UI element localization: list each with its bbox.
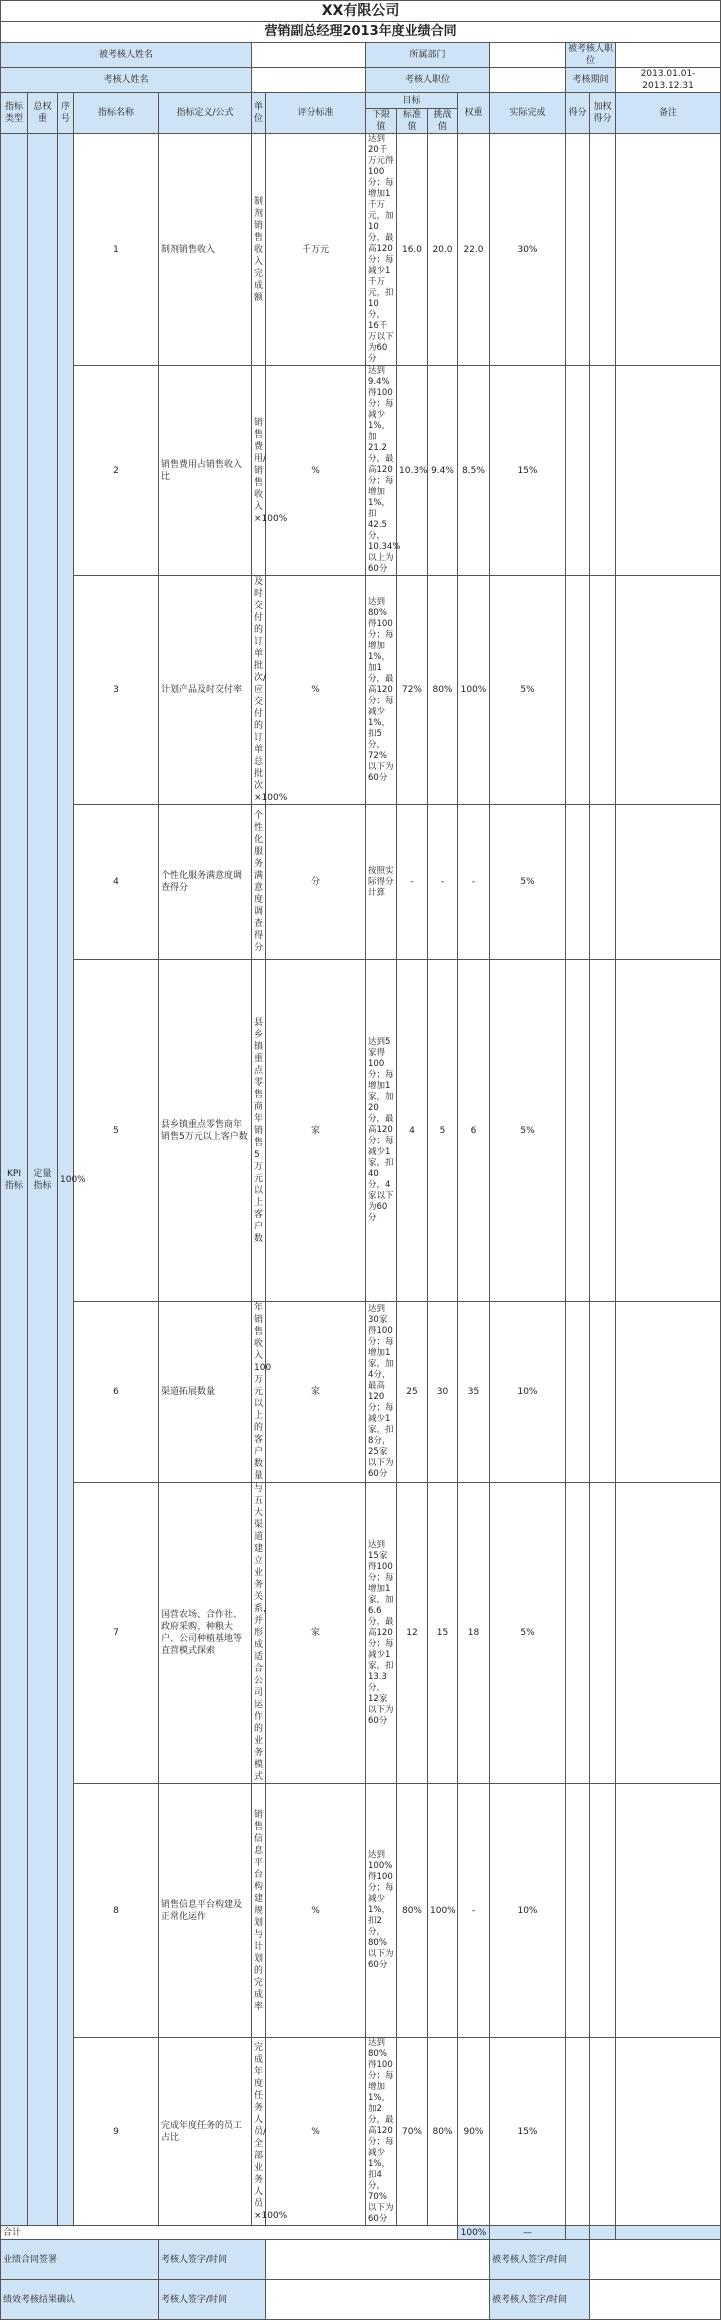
kpi-bonus[interactable] (616, 1302, 721, 1483)
kpi-row (1, 1302, 721, 1483)
kpi-seq: 6 (74, 1302, 159, 1483)
kpi-standard: 15 (428, 1483, 458, 1784)
kpi-unit: % (266, 576, 366, 805)
kpi-name: 销售信息平台构建及正常化运作 (159, 1784, 252, 2038)
kpi-criteria: 达到20千万元得100分；每增加1千万元，加10分，最高120分；每减少1千万元，扣10分，16千万以下为60分 (366, 134, 397, 366)
kpi-challenge: - (458, 805, 490, 960)
kpi-row (1, 960, 721, 1302)
kpi-definition: 及时交付的订单批次/应交付的订单总批次×100% (252, 576, 266, 805)
kpi-criteria: 达到9.4%得100分；每减少1%，加21.2分，最高120分；每增加1%，扣42.5分，10.34%以上为60分 (366, 366, 397, 576)
kpi-score[interactable] (590, 2038, 616, 2226)
kpi-lower: - (397, 805, 428, 960)
kpi-actual[interactable] (566, 134, 590, 366)
kpi-actual[interactable] (566, 805, 590, 960)
kpi-bonus[interactable] (616, 134, 721, 366)
kpi-criteria: 达到100%得100分；每减少1%，扣2分，80%以下为60分 (366, 1784, 397, 2038)
evaluatee-sign-field-result[interactable] (590, 2280, 721, 2320)
department-value[interactable] (490, 43, 566, 68)
header-score: 得分 (566, 93, 590, 134)
total-bonus (590, 2226, 616, 2240)
kpi-score[interactable] (590, 1483, 616, 1784)
total-score (566, 2226, 590, 2240)
kpi-seq: 9 (74, 2038, 159, 2226)
kpi-actual[interactable] (566, 960, 590, 1302)
kpi-standard: 20.0 (428, 134, 458, 366)
kpi-standard: 80% (428, 2038, 458, 2226)
kpi-name: 渠道拓展数量 (159, 1302, 252, 1483)
evaluator-sign-field-result[interactable] (266, 2280, 490, 2320)
header-standard: 标准值 (397, 109, 428, 134)
kpi-standard: - (428, 805, 458, 960)
kpi-name: 个性化服务满意度调查得分 (159, 805, 252, 960)
header-target: 目标 (366, 93, 458, 109)
kpi-score[interactable] (590, 1784, 616, 2038)
kpi-standard: 100% (428, 1784, 458, 2038)
evaluatee-position-value[interactable] (616, 43, 721, 68)
evaluatee-name-label: 被考核人姓名 (1, 43, 252, 68)
sign-row-label-contract: 业绩合同签署 (1, 2240, 159, 2280)
kpi-standard: 5 (428, 960, 458, 1302)
kpi-seq: 5 (74, 960, 159, 1302)
kpi-actual[interactable] (566, 1483, 590, 1784)
kpi-bonus[interactable] (616, 366, 721, 576)
kpi-weight: 30% (490, 134, 566, 366)
kpi-standard: 9.4% (428, 366, 458, 576)
kpi-definition: 县乡镇重点零售商年销售5万元以上客户数 (252, 960, 266, 1302)
kpi-score[interactable] (590, 134, 616, 366)
kpi-lower: 70% (397, 2038, 428, 2226)
contract-title: 营销副总经理2013年度业绩合同 (1, 22, 721, 43)
kpi-name: 完成年度任务的员工占比 (159, 2038, 252, 2226)
kpi-challenge: 8.5% (458, 366, 490, 576)
kpi-lower: 4 (397, 960, 428, 1302)
kpi-challenge: 6 (458, 960, 490, 1302)
kpi-challenge: 18 (458, 1483, 490, 1784)
header-actual: 实际完成 (490, 93, 566, 134)
kpi-row (1, 134, 721, 366)
header-definition: 指标定义/公式 (159, 93, 252, 134)
kpi-unit: 家 (266, 960, 366, 1302)
kpi-criteria: 达到80%得100分；每增加1%，加1分，最高120分；每减少1%，扣5分，72%以下为60分 (366, 576, 397, 805)
header-name: 指标名称 (74, 93, 159, 134)
kpi-actual[interactable] (566, 1784, 590, 2038)
sign-row-label-result: 绩效考核结果确认 (1, 2280, 159, 2320)
header-criteria: 评分标准 (266, 93, 366, 134)
kpi-seq: 8 (74, 1784, 159, 2038)
kpi-unit: 分 (266, 805, 366, 960)
kpi-criteria: 达到30家得100分；每增加1家，加4分，最高120分；每减少1家，扣8分，25家以下为60分 (366, 1302, 397, 1483)
kpi-score[interactable] (590, 805, 616, 960)
kpi-actual[interactable] (566, 1302, 590, 1483)
kpi-bonus[interactable] (616, 960, 721, 1302)
kpi-score[interactable] (590, 366, 616, 576)
kpi-score[interactable] (590, 576, 616, 805)
total-weight: 100% (458, 2226, 490, 2240)
kpi-bonus[interactable] (616, 1784, 721, 2038)
evaluator-position-value[interactable] (490, 68, 566, 93)
header-bonus: 加权得分 (590, 93, 616, 134)
evaluatee-sign-label-contract: 被考核人签字/时间 (490, 2240, 590, 2280)
kpi-row (1, 805, 721, 960)
kpi-definition: 销售费用/销售收入×100% (252, 366, 266, 576)
evaluator-name-value[interactable] (252, 68, 366, 93)
kpi-name: 销售费用占销售收入比 (159, 366, 252, 576)
evaluatee-position-label: 被考核人职位 (566, 43, 616, 68)
kpi-definition: 年销售收入100万元以上的客户数量 (252, 1302, 266, 1483)
kpi-criteria: 达到5家得100分；每增加1家，加20分，最高120分；每减少1家，扣40分，4家以下为60分 (366, 960, 397, 1302)
kpi-challenge: 100% (458, 576, 490, 805)
kpi-lower: 25 (397, 1302, 428, 1483)
header-unit: 单位 (252, 93, 266, 134)
header-remark: 备注 (616, 93, 721, 134)
header-weight: 权重 (458, 93, 490, 134)
kpi-subtype: 定量指标 (28, 134, 58, 2226)
kpi-weight: 5% (490, 576, 566, 805)
kpi-name: 计划产品及时交付率 (159, 576, 252, 805)
kpi-unit: 家 (266, 1302, 366, 1483)
kpi-weight: 10% (490, 1784, 566, 2038)
kpi-actual[interactable] (566, 2038, 590, 2226)
kpi-lower: 72% (397, 576, 428, 805)
evaluator-position-label: 考核人职位 (366, 68, 490, 93)
period-value: 2013.01.01-2013.12.31 (616, 68, 721, 93)
kpi-weight: 10% (490, 1302, 566, 1483)
kpi-bonus[interactable] (616, 805, 721, 960)
kpi-row (1, 1784, 721, 2038)
kpi-unit: % (266, 1784, 366, 2038)
kpi-criteria: 达到80%得100分；每增加1%，加2分，最高120分；每减少1%，扣4分，70%以下为60分 (366, 2038, 397, 2226)
kpi-bonus[interactable] (616, 576, 721, 805)
kpi-criteria: 按照实际得分计算 (366, 805, 397, 960)
evaluatee-name-value[interactable] (252, 43, 366, 68)
kpi-standard: 80% (428, 576, 458, 805)
evaluator-sign-label-contract: 考核人签字/时间 (159, 2240, 266, 2280)
kpi-actual[interactable] (566, 366, 590, 576)
kpi-name: 县乡镇重点零售商年销售5万元以上客户数 (159, 960, 252, 1302)
kpi-standard: 30 (428, 1302, 458, 1483)
kpi-seq: 7 (74, 1483, 159, 1784)
kpi-name: 制剂销售收入 (159, 134, 252, 366)
total-label: 合计 (1, 2226, 458, 2240)
company-name: XX有限公司 (1, 1, 721, 22)
total-remark (616, 2226, 721, 2240)
kpi-definition: 个性化服务满意度调查得分 (252, 805, 266, 960)
kpi-definition: 与五大渠道建立业务关系，并形成适合公司运作的业务模式 (252, 1483, 266, 1784)
kpi-seq: 4 (74, 805, 159, 960)
kpi-name: 国营农场、合作社、政府采购、种粮大户、公司种植基地等直营模式探索 (159, 1483, 252, 1784)
header-lower: 下限值 (366, 109, 397, 134)
kpi-bonus[interactable] (616, 1483, 721, 1784)
kpi-score[interactable] (590, 960, 616, 1302)
evaluatee-sign-field-contract[interactable] (590, 2240, 721, 2280)
kpi-row (1, 576, 721, 805)
kpi-weight: 15% (490, 2038, 566, 2226)
total-dash: — (490, 2226, 566, 2240)
kpi-unit: % (266, 2038, 366, 2226)
kpi-weight: 5% (490, 960, 566, 1302)
period-label: 考核期间 (566, 68, 616, 93)
department-label: 所属部门 (366, 43, 490, 68)
kpi-challenge: 22.0 (458, 134, 490, 366)
kpi-score[interactable] (590, 1302, 616, 1483)
kpi-weight: 15% (490, 366, 566, 576)
evaluator-sign-label-result: 考核人签字/时间 (159, 2280, 266, 2320)
kpi-seq: 3 (74, 576, 159, 805)
kpi-row (1, 1483, 721, 1784)
evaluator-name-label: 考核人姓名 (1, 68, 252, 93)
kpi-criteria: 达到15家得100分；每增加1家，加6.6分，最高120分；每减少1家，扣13.3分，12家以下为60分 (366, 1483, 397, 1784)
evaluator-sign-field-contract[interactable] (266, 2240, 490, 2280)
header-type: 指标类型 (1, 93, 28, 134)
kpi-unit: % (266, 366, 366, 576)
kpi-definition: 完成年度任务人员/全部业务人员×100% (252, 2038, 266, 2226)
kpi-challenge: 90% (458, 2038, 490, 2226)
evaluatee-sign-label-result: 被考核人签字/时间 (490, 2280, 590, 2320)
kpi-definition: 制剂销售收入完成额 (252, 134, 266, 366)
kpi-type: KPI指标 (1, 134, 28, 2226)
kpi-lower: 80% (397, 1784, 428, 2038)
kpi-challenge: 35 (458, 1302, 490, 1483)
kpi-seq: 2 (74, 366, 159, 576)
kpi-row (1, 366, 721, 576)
header-challenge: 挑战值 (428, 109, 458, 134)
kpi-lower: 16.0 (397, 134, 428, 366)
kpi-row (1, 2038, 721, 2226)
kpi-weight: 5% (490, 805, 566, 960)
kpi-unit: 家 (266, 1483, 366, 1784)
kpi-weight: 5% (490, 1483, 566, 1784)
kpi-challenge: - (458, 1784, 490, 2038)
kpi-actual[interactable] (566, 576, 590, 805)
kpi-definition: 销售信息平台构建规划与计划的完成率 (252, 1784, 266, 2038)
header-total-weight: 总权重 (28, 93, 58, 134)
kpi-total-weight: 100% (58, 134, 74, 2226)
header-seq: 序号 (58, 93, 74, 134)
kpi-unit: 千万元 (266, 134, 366, 366)
kpi-seq: 1 (74, 134, 159, 366)
kpi-lower: 12 (397, 1483, 428, 1784)
kpi-bonus[interactable] (616, 2038, 721, 2226)
kpi-lower: 10.3% (397, 366, 428, 576)
